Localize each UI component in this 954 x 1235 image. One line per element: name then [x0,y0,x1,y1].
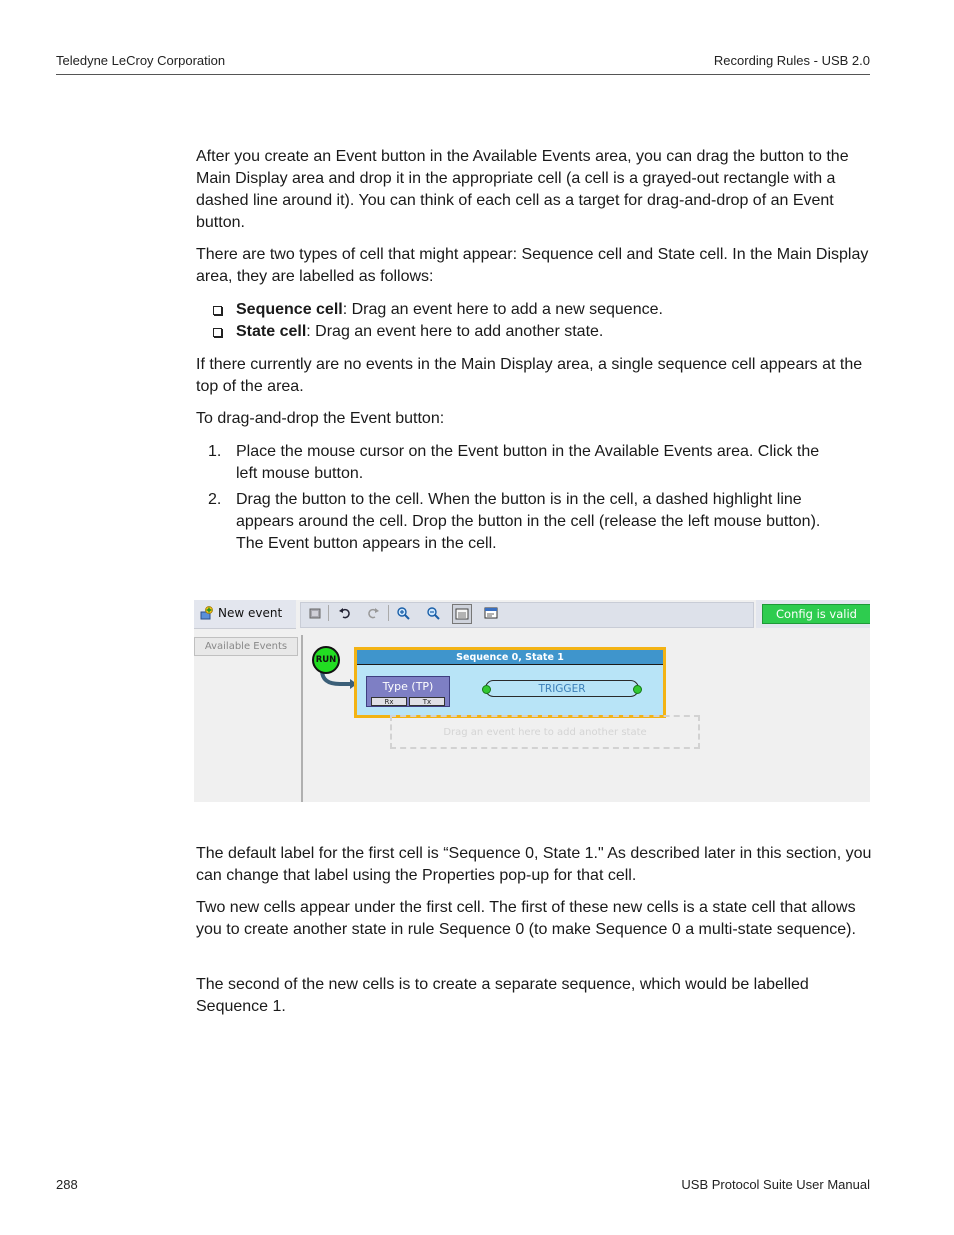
bullet-term: Sequence cell [236,301,343,318]
bullet-term: State cell [236,323,307,340]
step-text: Drag the button to the cell. When the button is in the cell, a dashed highlight line [236,491,802,508]
step-1 [208,441,876,485]
trigger-action-button[interactable] [485,680,639,697]
step-number: 2. [208,491,222,508]
paragraph-cell-types: There are two types of cell that might appear: Sequence cell and State cell. In the Main Display area, they are labelled as follows: [196,246,869,285]
tx-toggle[interactable]: Tx [409,697,445,706]
bullet-sequence-cell [236,299,663,321]
available-events-tab[interactable]: Available Events [194,637,298,656]
step-text: left mouse button. [236,465,364,482]
bullet-state-cell [236,321,603,343]
event-button-type-tp[interactable] [366,676,450,707]
step-text: Place the mouse cursor on the Event button in the Available Events area. Click the [236,443,820,460]
trigger-label: TRIGGER [538,682,586,695]
bullet-text: : Drag an event here to add another state. [306,323,604,340]
step-text: appears around the cell. Drop the button in the cell (release the left mouse button). [236,513,821,530]
run-start-node[interactable]: RUN [312,646,340,674]
paragraph-intro: After you create an Event button in the Available Events area, you can drag the button to the Main Display area and drop it in the appropriate cell (a cell is a grayed-out rectangle with a dashed line around it). You can think of each cell as a target for drag-and-drop of an Event button. [196,148,849,231]
event-label: Type (TP) [382,680,434,693]
paragraph-default-label: The default label for the first cell is “Sequence 0, State 1." As described later in this section, you can change that label using the Properties pop-up for that cell. [196,845,872,884]
new-event-label: New event [218,606,283,620]
paragraph-no-events: If there currently are no events in the Main Display area, a single sequence cell appears at the top of the area. [196,356,863,395]
step-2 [208,489,876,555]
step-number: 1. [208,443,222,460]
manual-title: USB Protocol Suite User Manual [681,1177,870,1192]
bullet-text: : Drag an event here to add a new sequence. [342,301,663,318]
header-divider [56,74,870,75]
state-drop-cell[interactable]: Drag an event here to add another state [390,715,700,749]
config-valid-badge: Config is valid [762,604,870,624]
bullet-box-icon [213,328,222,337]
state-title: Sequence 0, State 1 [357,650,663,665]
paragraph-new-cells: Two new cells appear under the first cell. The first of these new cells is a state cell that allows you to create another state in rule Sequence 0 (to make Sequence 0 a multi-state sequence). [196,899,856,938]
step-text: The Event button appears in the cell. [236,535,497,552]
page-number: 288 [56,1177,78,1192]
paragraph-steps-intro: To drag-and-drop the Event button: [196,410,445,427]
trigger-output-port-icon [633,685,642,694]
header-section: Recording Rules - USB 2.0 [713,53,870,68]
trigger-input-port-icon [482,685,491,694]
recording-rules-screenshot [194,600,870,802]
paragraph-second-cell: The second of the new cells is to create a separate sequence, which would be labelled Sequence 1. [196,976,809,1015]
header-company: Teledyne LeCroy Corporation [56,53,226,68]
rx-toggle[interactable]: Rx [371,697,407,706]
state-cell-sequence-0-state-1[interactable] [354,647,666,718]
bullet-box-icon [213,306,222,315]
